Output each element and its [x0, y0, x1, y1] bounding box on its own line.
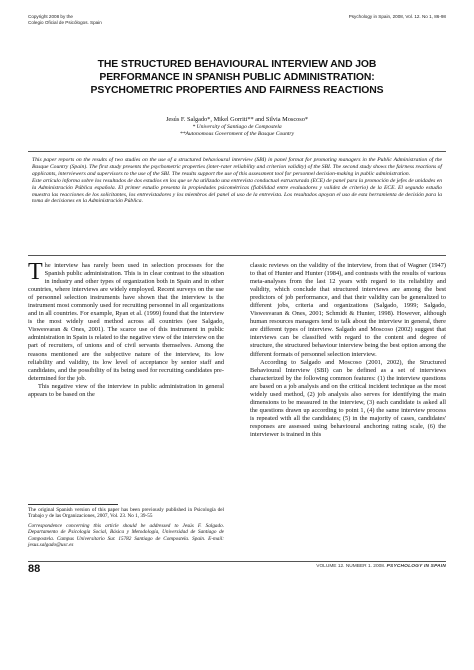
paragraph-text: he interview has rarely been used in selection processes for the Spanish public administration. This is in clear contrast to the situation in industry and other types of organization both in Spain and in other countries, where interviews are widely employed. Recent surveys on the use of personnel selection instruments have shown that the interview is the instrument most commonly used for recruiting personnel in all organizations and in all countries. For example, Ryan et al. (1999) found that the interview is the most widely used method across all countries (see Salgado, Viswesvaran & Ones, 2001). The scarce use of this instrument in public administration in Spain is related to the negative view of the interview on the part of recruiters, of unions and of civil servants themselves. Among the reasons mentioned are the subjective nature of the interview, its low reliability and validity, its low level of acceptance by senior staff and candidates, and the possibility of its being used for recruiting candidates pre-determined for the job. — [28, 262, 224, 382]
footnote — [28, 507, 224, 548]
body-column-right — [250, 262, 446, 439]
body-paragraph: classic reviews on the validity of the interview, from that of Wagner (1947) to that of Hunter and Hunter (1984), and contrasts with the results of various meta-analyses from the last 12 years with regard to its reliability and validity, which conclude that structured interviews are among the best predictors of job performance, and that their validity can be generalized to different jobs, criteria and organizations (Salgado, 1999; Salgado, Viswesvaran & Ones, 2001; Schmidt & Hunter, 1998). However, although human resources managers tend to talk about the interview in general, there are different types of interview. Salgado and Moscoso (2002) suggest that interviews can be classified with regard to the content and degree of structure, the structured behaviour interview being the best option among the different formats of personnel selection interview. — [250, 262, 446, 358]
affiliation-2: **Autonomous Government of the Basque Country — [179, 131, 295, 137]
publisher-line: Colegio Oficial de Psicólogos. Spain — [28, 20, 102, 25]
body-paragraph — [28, 259, 224, 383]
footer-rule — [28, 561, 446, 562]
abstract — [32, 157, 442, 205]
title-line-2: PERFORMANCE IN SPANISH PUBLIC ADMINISTRATION: — [99, 72, 375, 83]
abstract-bottom-rule — [28, 255, 446, 256]
body-paragraph: According to Salgado and Moscoso (2001, 2002), the Structured Behavioural Interview (SBI) can be defined as a set of interviews characterized by the following common features: (1) the interview questions are based on a job analysis and on the critical incident technique as the most widely used method, (2) job analysis also serves for identifying the main dimensions to be measured in the interview, (3) each candidate is asked all the questions drawn up according to point 1, (4) the same interview process is repeated with all the candidates; (5) in the majority of cases, candidates' responses are assessed using behavioural anchoring rating scale, (6) the interviewer is trained in this — [250, 358, 446, 438]
abstract-top-rule — [28, 151, 446, 152]
footnote-rule — [28, 504, 118, 505]
running-header-left — [28, 14, 102, 26]
title-line-3: PSYCHOMETRIC PROPERTIES AND FAIRNESS REACTIONS — [90, 85, 384, 96]
article-title — [40, 58, 434, 97]
affiliation-1: * University of Santiago de Compostela — [192, 124, 282, 130]
drop-cap: T — [28, 259, 43, 285]
body-paragraph: This negative view of the interview in public administration in general appears to be based on the — [28, 382, 224, 398]
body-column-left — [28, 259, 224, 399]
running-header-right: Psychology in Spain, 2008, Vol. 12. No 1, 86-98 — [348, 14, 446, 19]
running-footer — [316, 564, 446, 570]
footer-journal: PSYCHOLOGY IN SPAIN — [386, 564, 446, 569]
footer-volume: VOLUME 12. NUMBER 1. 2008. — [316, 564, 386, 569]
title-line-1: THE STRUCTURED BEHAVIOURAL INTERVIEW AND JOB — [97, 59, 377, 70]
page-number: 88 — [28, 563, 41, 575]
abstract-english: This paper reports on the results of two studies on the use of a structured behavioural interview (SBI) in panel format for promoting managers in the Public Administration of the Basque Country (Spain). The first study presents the psychometric properties (inter-rater reliability and criterion validity) of the SBI. The second study shows the fairness reactions of applicants, interviewers and supervisors to the use of the SBI. The results support the use of this assessment tool for personnel decision-making in public administration. — [32, 157, 442, 177]
copyright-line: Copyright 2008 by the — [28, 14, 73, 19]
author-names: Jesús F. Salgado*, Mikel Gorriti** and Silvia Moscoso* — [165, 116, 309, 123]
footnote-original-version: The original Spanish version of this paper has been previously published in Psicología del Trabajo y de las Organizaciones, 2007, Vol. 23. No 1, 39-55 — [28, 507, 224, 520]
footnote-correspondence: Correspondence concerning this article should be addressed to Jesús F. Salgado. Departamento de Psicología Social, Básica y Metodología, Universidad de Santiago de Compostela. Campus Universitario Sur. 15782 Santiago de Compostela. Spain. E-mail: jesus.salgado@usc.es — [28, 522, 224, 549]
abstract-spanish: Este artículo informa sobre los resultados de dos estudios en los que se ha utilizado una entrevista conductual estructurada (ECE) de panel para la promoción de jefes de unidades en la Administración Pública española. El primer estudio presenta la propiedades psicométricas (fiabilidad entre evaluadores y validez de criterio) de la ECE. El segundo estudio muestra las reacciones de los solicitantes, los entrevistadores y los miembros del panel al uso de la entrevista. Los resultados apoyan el uso de esta herramienta de decisión para la toma de decisiones en la Administración Pública. — [32, 177, 442, 205]
author-block — [0, 116, 474, 138]
